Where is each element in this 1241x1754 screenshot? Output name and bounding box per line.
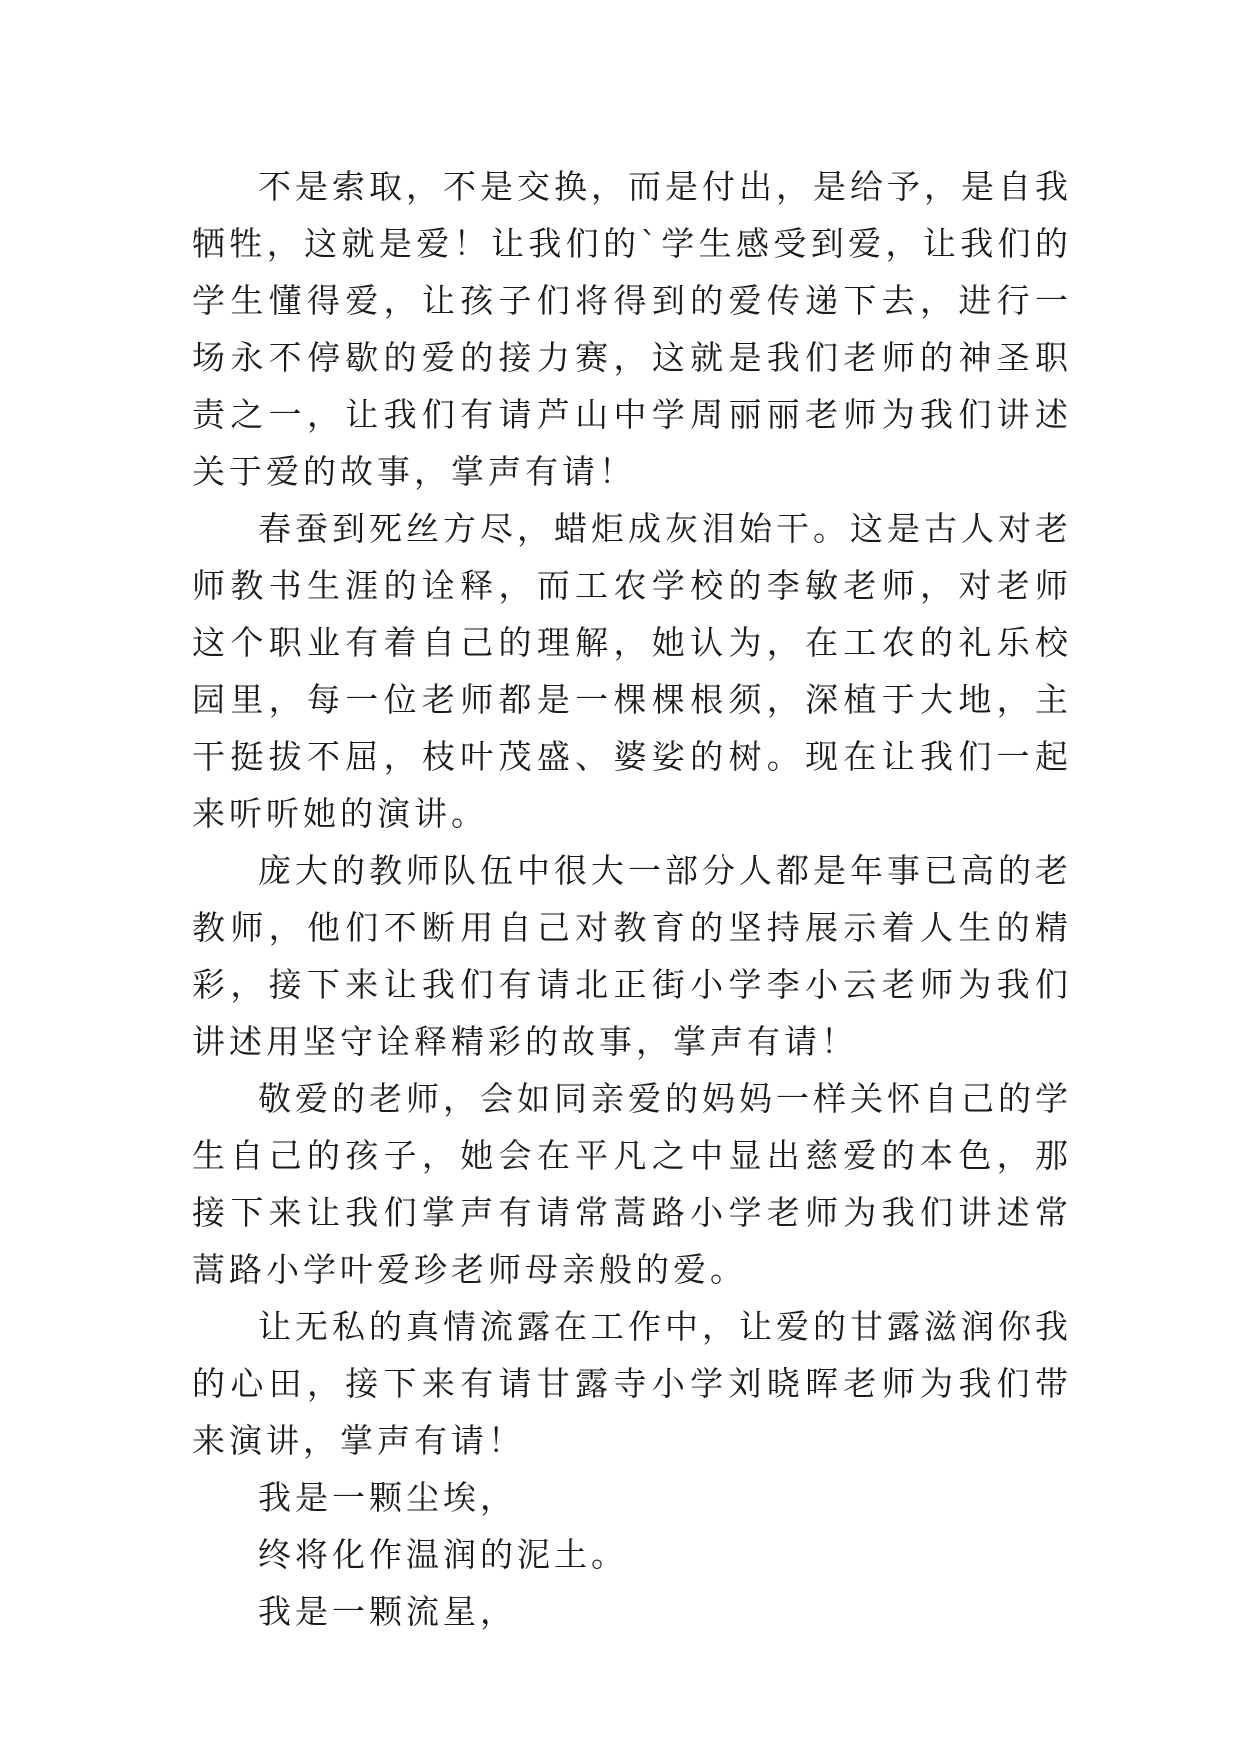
verse-line: 我是一颗尘埃， [258, 1478, 517, 1517]
paragraph-silkworm-candle: 春蚕到死丝方尽，蜡炬成灰泪始干。这是古人对老师教书生涯的诠释，而工农学校的李敏老师，对老师这个职业有着自己的理解，她认为，在工农的礼乐校园里，每一位老师都是一棵棵根须，深植于大地，主干挺拔不屈，枝叶茂盛、婆娑的树。现在让我们一起来听听她的演讲。 [192, 509, 1072, 833]
verse-line: 我是一颗流星， [258, 1592, 517, 1631]
paragraph-selfless-sentiment: 让无私的真情流露在工作中，让爱的甘露滋润你我的心田，接下来有请甘露寺小学刘晓晖老师为我们带来演讲，掌声有请！ [192, 1307, 1072, 1460]
document-body [192, 158, 1072, 1640]
paragraph-love-relay: 不是索取，不是交换，而是付出，是给予，是自我牺牲，这就是爱！让我们的`学生感受到爱，让我们的学生懂得爱，让孩子们将得到的爱传递下去，进行一场永不停歇的爱的接力赛，这就是我们老师的神圣职责之一，让我们有请芦山中学周丽丽老师为我们讲述关于爱的故事，掌声有请！ [192, 167, 1072, 491]
paragraph-motherly-love: 敬爱的老师，会如同亲爱的妈妈一样关怀自己的学生自己的孩子，她会在平凡之中显出慈爱的本色，那接下来让我们掌声有请常蒿路小学老师为我们讲述常蒿路小学叶爱珍老师母亲般的爱。 [192, 1079, 1072, 1289]
paragraph-senior-teachers: 庞大的教师队伍中很大一部分人都是年事已高的老教师，他们不断用自己对教育的坚持展示着人生的精彩，接下来让我们有请北正街小学李小云老师为我们讲述用坚守诠释精彩的故事，掌声有请！ [192, 851, 1072, 1061]
verse-line: 终将化作温润的泥土。 [258, 1535, 628, 1574]
